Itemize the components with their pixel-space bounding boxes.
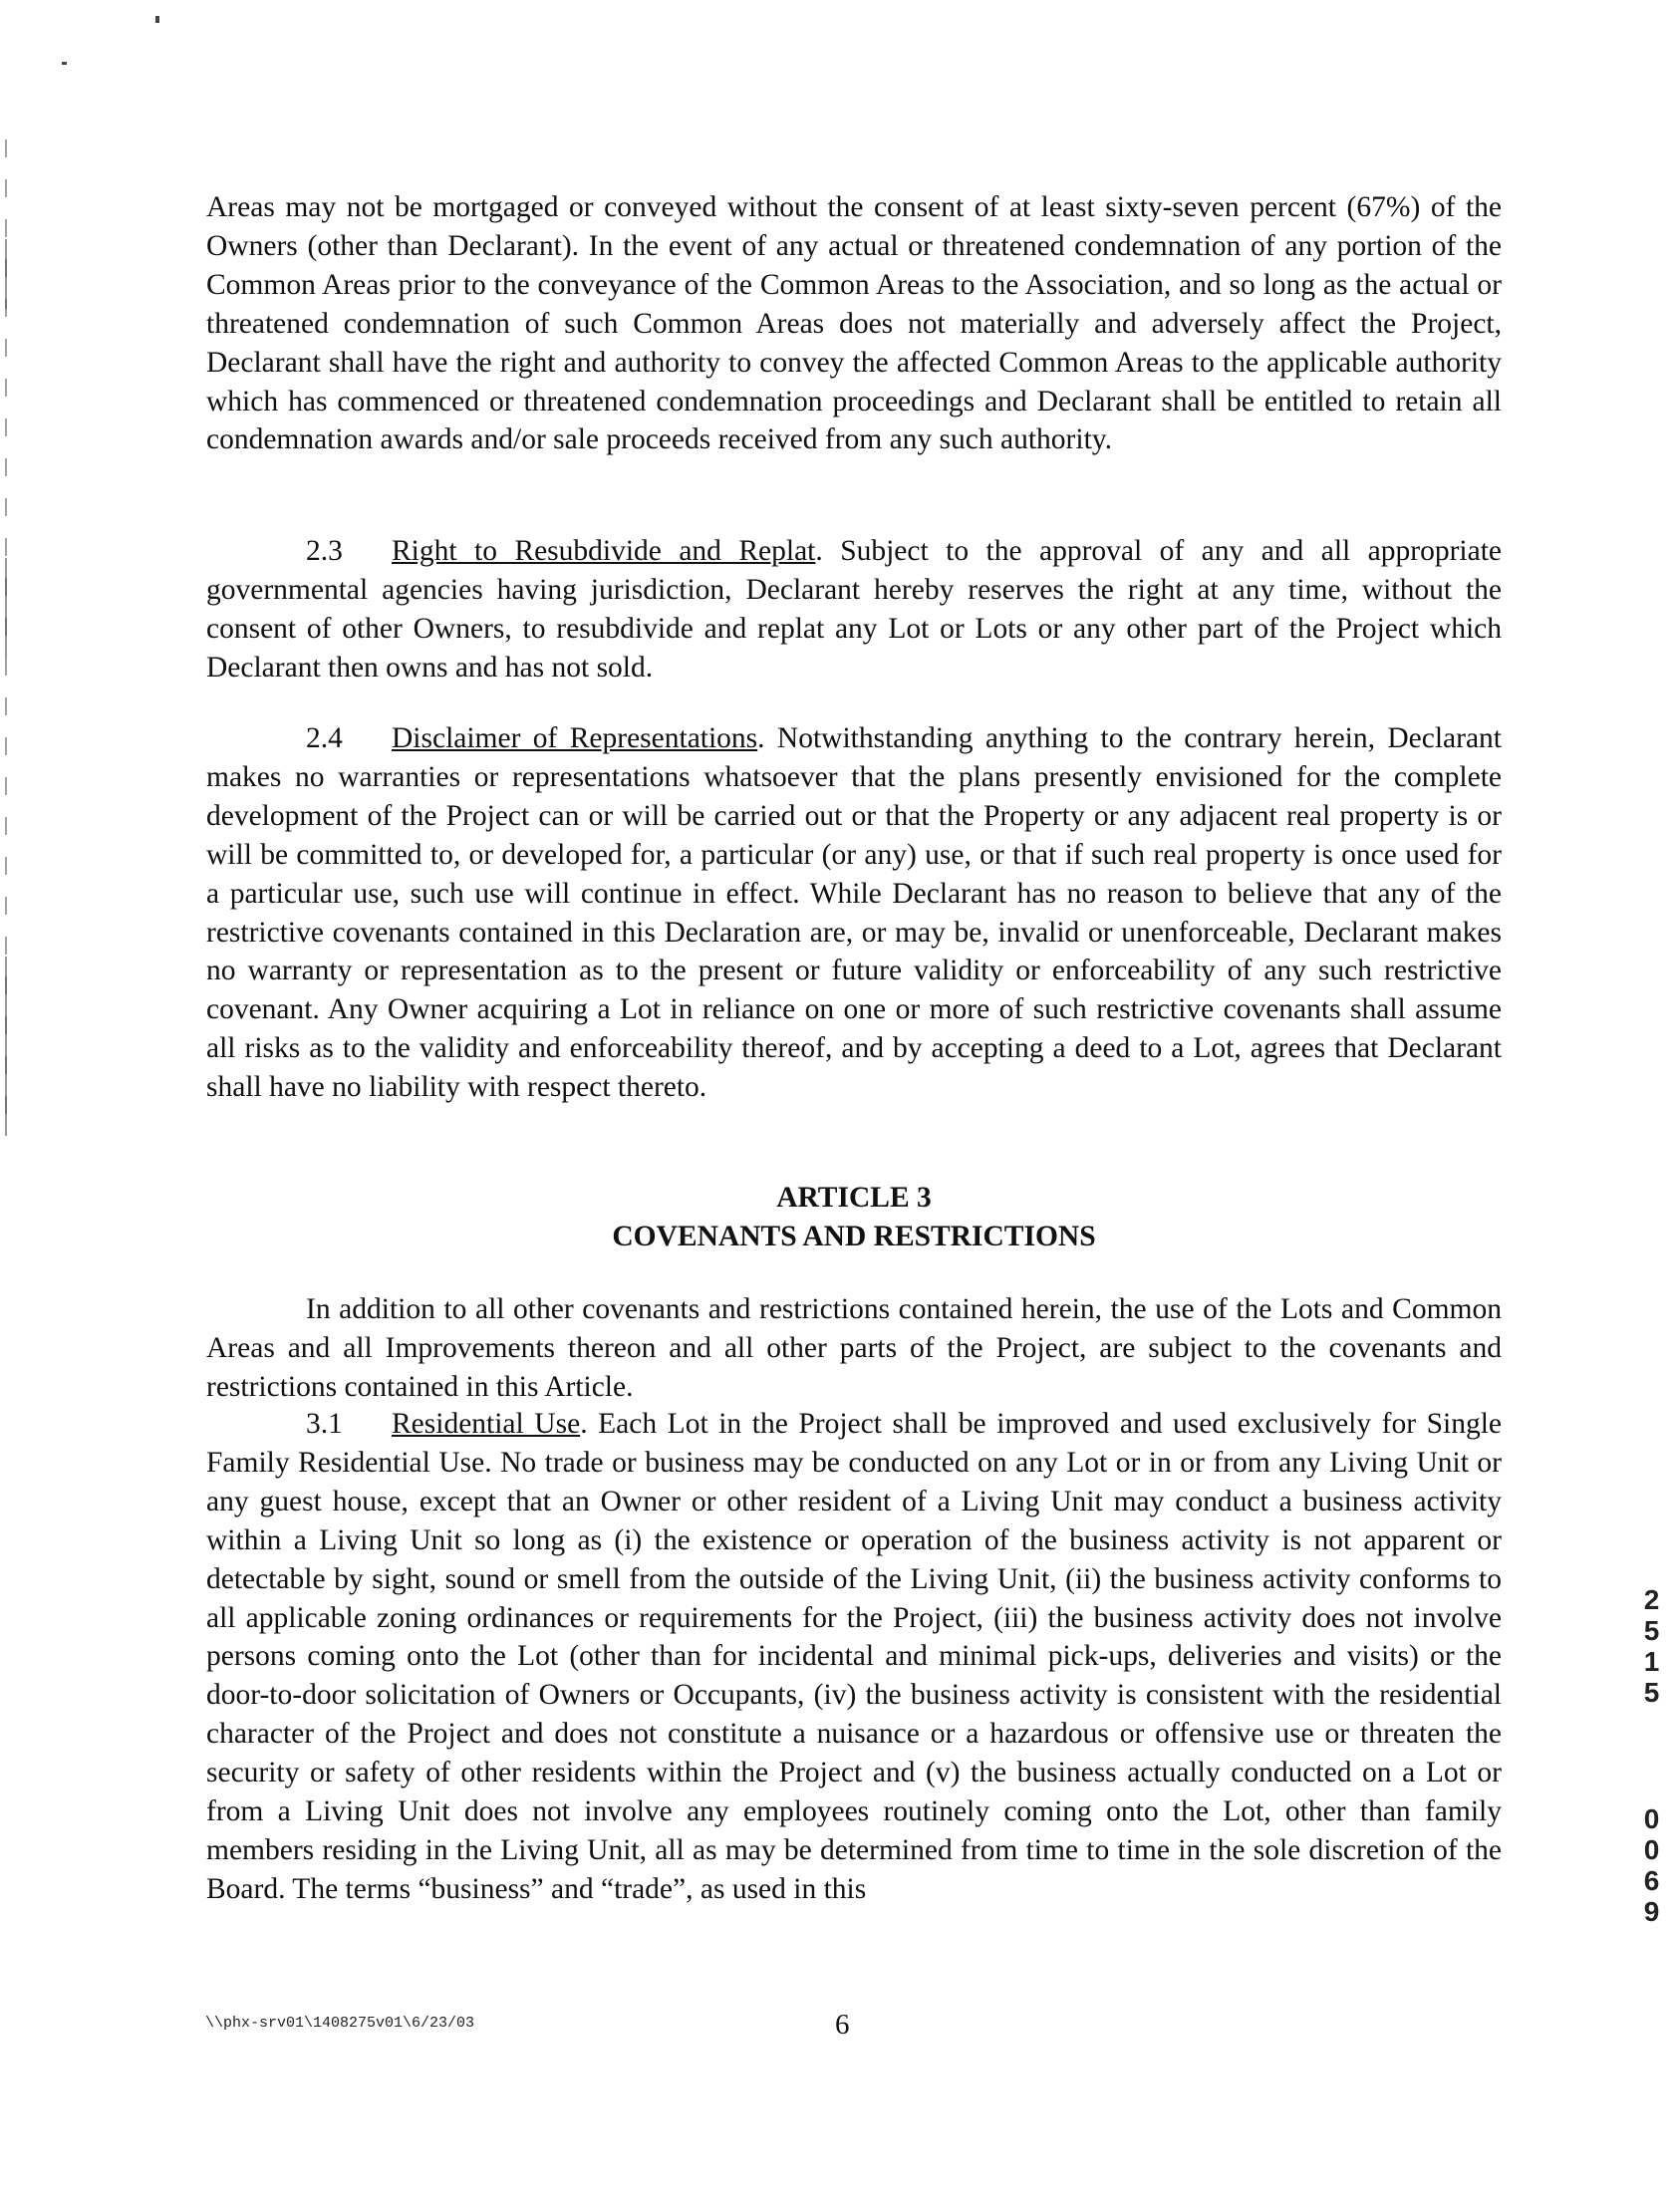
- section-number: 3.1: [306, 1408, 343, 1440]
- stamp-digits: 2515: [1636, 1584, 1667, 1708]
- page-number: 6: [835, 2009, 850, 2041]
- section-title: Disclaimer of Representations: [392, 722, 758, 754]
- article-intro-paragraph: In addition to all other covenants and restrictions contained herein, the use of the Lots and Common Areas and all Improvements thereon and all other parts of the Project, are subject to the covenants and restrictions contained in this Article.: [206, 1293, 1502, 1403]
- section-body: . Notwithstanding anything to the contrary herein, Declarant makes no warranties or representations whatsoever that the plans presently envisioned for the complete development of the Project can or will be carried out or that the Property or any adjacent real property is or will be committed to, or developed for, a particular (or any) use, or that if such real property is once used for a particular use, such use will continue in effect. While Declarant has no reason to believe that any of the restrictive covenants contained in this Declaration are, or may be, invalid or unenforceable, Declarant makes no warranty or representation as to the present or future validity or enforceability of any such restrictive covenant. Any Owner acquiring a Lot in reliance on one or more of such restrictive covenants shall assume all risks as to the validity and enforceability thereof, and by accepting a deed to a Lot, agrees that Declarant shall have no liability with respect thereto.: [206, 722, 1502, 1104]
- article-title: COVENANTS AND RESTRICTIONS: [612, 1220, 1096, 1252]
- section-body: . Each Lot in the Project shall be improved and used exclusively for Single Family Residential Use. No trade or business may be conducted on any Lot or in or from any Living Unit or any guest house, except that an Owner or other resident of a Living Unit may conduct a business activity within a Living Unit so long as (i) the existence or operation of the business activity is not apparent or detectable by sight, sound or smell from the outside of the Living Unit, (ii) the business activity conforms to all applicable zoning ordinances or requirements for the Project, (iii) the business activity does not involve persons coming onto the Lot (other than for incidental and minimal pick-ups, deliveries and visits) or the door-to-door solicitation of Owners or Occupants, (iv) the business activity is consistent with the residential character of the Project and does not constitute a nuisance or a hazardous or offensive use or threaten the security or safety of other residents within the Project and (v) the business actually conducted on a Lot or from a Living Unit does not involve any employees routinely coming onto the Lot, other than family members residing in the Living Unit, all as may be determined from time to time in the sole discretion of the Board. The terms “business” and “trade”, as used in this: [206, 1408, 1502, 1905]
- stamp-digits: 0069: [1636, 1803, 1667, 1927]
- recording-stamp-upper: [1634, 1584, 1666, 1708]
- section-number: 2.3: [306, 535, 343, 567]
- section-3-1: [206, 1405, 1502, 1909]
- article-number: ARTICLE 3: [776, 1182, 932, 1214]
- scan-edge-line: [5, 558, 7, 658]
- scan-speck: [62, 62, 67, 65]
- scan-edge-line: [5, 957, 7, 1136]
- section-number: 2.4: [306, 722, 343, 754]
- section-body: . Subject to the approval of any and all appropriate governmental agencies having jurisdiction, Declarant hereby reserves the right at any time, without the consent of other Owners, to resubdivide and replat any Lot or Lots or any other part of the Project which Declarant then owns and has not sold.: [206, 535, 1502, 684]
- scan-edge-line: [5, 239, 7, 309]
- section-title: Residential Use: [392, 1408, 581, 1440]
- scan-speck: [155, 16, 159, 23]
- paragraph-common-areas-condemnation: Areas may not be mortgaged or conveyed without the consent of at least sixty-seven percent (67%) of the Owners (other than Declarant). In the event of any actual or threatened condemnation of any portion of the Common Areas prior to the conveyance of the Common Areas to the Association, and so long as the actual or threatened condemnation of such Common Areas does not materially and adversely affect the Project, Declarant shall have the right and authority to convey the affected Common Areas to the applicable authority which has commenced or threatened condemnation proceedings and Declarant shall be entitled to retain all condemnation awards and/or sale proceeds received from any such authority.: [206, 191, 1502, 456]
- section-title: Right to Resubdivide and Replat: [392, 535, 816, 567]
- recording-stamp-lower: [1634, 1803, 1666, 1927]
- document-reference: \\phx-srv01\1408275v01\6/23/03: [205, 2015, 475, 2032]
- article-heading: [206, 1179, 1502, 1256]
- section-2-3: [206, 532, 1502, 687]
- section-2-4: [206, 719, 1502, 1107]
